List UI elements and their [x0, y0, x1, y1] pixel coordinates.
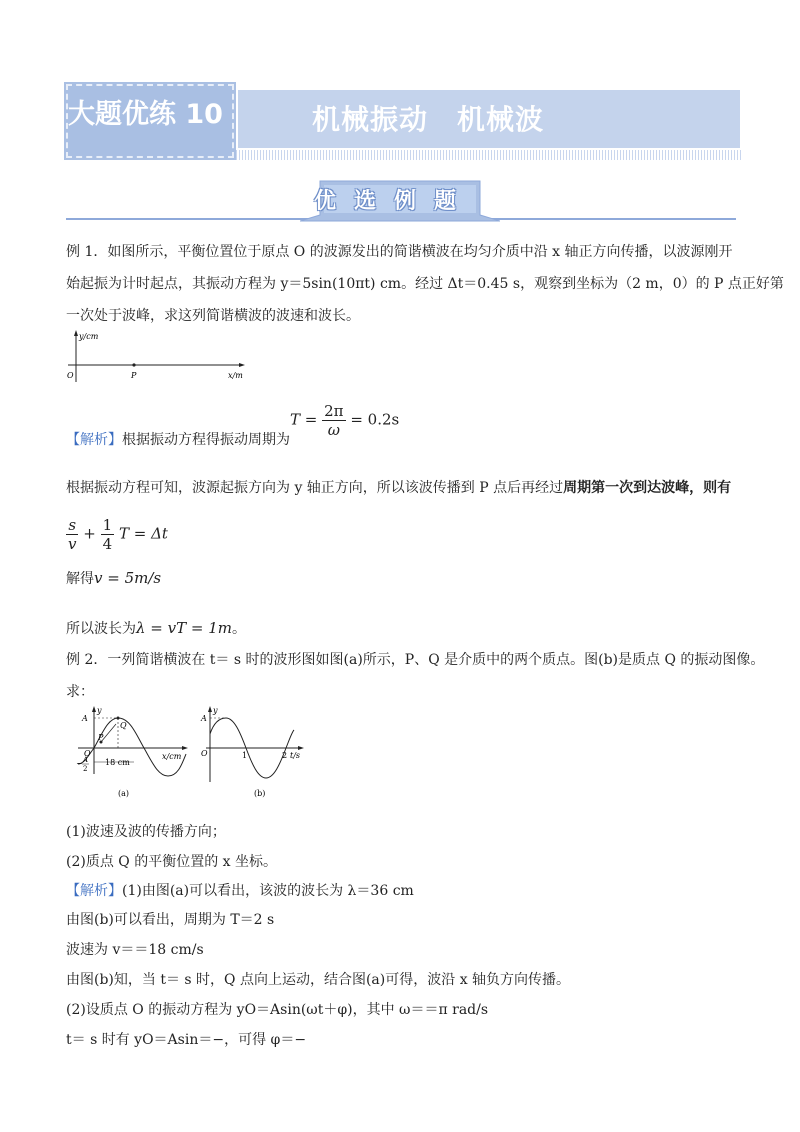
page-title: 机械振动 机械波 [312, 103, 545, 136]
figure-stroke [92, 706, 96, 712]
ex2-solution-5: (2)设质点 O 的振动方程为 yO＝Asin(ωt＋φ)，其中 ω＝＝π rad/s [66, 1002, 489, 1018]
eq-s: s [66, 516, 78, 535]
ex1-line-a-text: 根据振动方程可知，波源起振方向为 y 轴正方向，所以该波传播到 P 点后再经过 [66, 480, 564, 496]
s-over-v [66, 516, 78, 553]
figure-stroke [117, 717, 120, 720]
origin-label: O [67, 371, 74, 380]
ex2-solution-tag: 【解析】 [66, 883, 122, 899]
ex2-line2: 求： [66, 684, 94, 700]
ex1-wavelength-line [66, 614, 746, 644]
ex2-question-2: (2)质点 Q 的平衡位置的 x 坐标。 [66, 854, 278, 870]
eq-plus: + [83, 524, 96, 543]
ex2-solution-3: 波速为 v＝＝18 cm/s [66, 942, 204, 958]
ex1-line-a [66, 474, 746, 503]
figure-stroke [208, 706, 212, 712]
ex2-question-1: (1)波速及波的传播方向； [66, 824, 226, 840]
period-denominator: ω [327, 421, 340, 439]
ex1-line-a-bold: 周期第一次到达波峰，则有 [563, 480, 732, 496]
figure-label-fig_a-neg: − [76, 759, 83, 768]
wavelength-end: 。 [231, 621, 246, 637]
point-p-dot [132, 363, 135, 366]
figure-label-fig_a-dist: 18 cm [105, 758, 130, 767]
figure-label-fig_a-A2d: 2 [83, 765, 88, 773]
ex2-figure-b [198, 704, 314, 800]
ex2-line1: 例 2．一列简谐横波在 t＝ s 时的波形图如图(a)所示，P、Q 是介质中的两个质点。图(b)是质点 Q 的振动图像。 [66, 652, 765, 668]
hatch-decoration [236, 150, 742, 160]
ex1-figure [64, 328, 254, 386]
figure-label-fig_a-Q: Q [120, 721, 127, 730]
ex1-solution-text: 根据振动方程得振动周期为 [122, 432, 290, 448]
ex2-solution-2: 由图(b)可以看出，周期为 T＝2 s [66, 912, 275, 928]
ex1-line3: 一次处于波峰，求这列简谐横波的波速和波长。 [66, 308, 360, 324]
point-p-label: P [131, 371, 137, 380]
ex1-line1: 例 1．如图所示，平衡位置位于原点 O 的波源发出的简谐横波在均匀介质中沿 x 轴正方向传播，以波源刚开 [66, 244, 733, 260]
figure-label-fig_a-x_label: x/cm [162, 752, 182, 761]
period-numerator: 2π [324, 402, 344, 420]
ex2-solution-6: t＝ s 时有 yO＝Asin＝−，可得 φ＝− [66, 1032, 307, 1048]
section-heading: 优选例题 [314, 189, 475, 214]
figure-stroke [298, 746, 304, 750]
x-axis-label: x/m [228, 371, 243, 380]
y-axis-arrow [74, 330, 78, 336]
eq-rest: T = Δt [118, 524, 168, 543]
y-axis-label: y/cm [79, 332, 99, 341]
figure-stroke [182, 746, 188, 750]
figure-label-fig_a-A: A [82, 714, 88, 723]
figure-label-fig_b-t2: 2 [282, 751, 288, 760]
eq-one: 1 [102, 516, 113, 534]
ex2-solution-1 [66, 877, 746, 906]
practice-tag: 大题优练 10 [68, 99, 223, 130]
travel-equation [66, 516, 168, 553]
solution-tag: 【解析】 [66, 432, 122, 448]
solve-value: v = 5m/s [94, 569, 162, 587]
ex2-figure-a [74, 704, 194, 800]
ex1-solution-line [66, 426, 746, 455]
figure-label-fig_a-O: O [84, 749, 91, 758]
ex2-solution-1-text: (1)由图(a)可以看出，该波的波长为 λ＝36 cm [122, 883, 414, 899]
period-lhs: T = [290, 410, 318, 429]
figure-label-fig_b-t_label: t/s [290, 751, 301, 760]
figure-label-fig_a-A2n: A [83, 756, 89, 764]
figure-label-fig_a-y: y [97, 706, 102, 715]
figure-label-fig_b-caption: (b) [254, 789, 266, 798]
eq-v: v [68, 535, 77, 553]
ex1-solve-line [66, 564, 746, 594]
page-banner [0, 0, 800, 230]
one-quarter [101, 516, 115, 553]
ex2-solution-4: 由图(b)知，当 t＝ s 时，Q 点向上运动，结合图(a)可得，波沿 x 轴负方向传播。 [66, 972, 571, 988]
figure-label-fig_a-P: P [98, 733, 104, 742]
figure-label-fig_b-A: A [201, 714, 207, 723]
eq-four: 4 [102, 535, 113, 553]
figure-label-fig_a-caption: (a) [118, 789, 130, 798]
figure-label-fig_b-y: y [213, 706, 218, 715]
x-axis-arrow [239, 363, 245, 367]
figure-label-fig_b-O: O [201, 749, 208, 758]
wavelength-label: 所以波长为 [66, 621, 136, 637]
figure-label-fig_b-t1: 1 [242, 751, 248, 760]
period-rhs: = 0.2s [350, 410, 400, 429]
wavelength-value: λ = vT = 1m [136, 619, 232, 637]
solve-label: 解得 [66, 571, 94, 587]
ex1-line2: 始起振为计时起点，其振动方程为 y＝5sin(10πt) cm。经过 Δt＝0.45 s，观察到坐标为（2 m，0）的 P 点正好第 [66, 276, 784, 292]
